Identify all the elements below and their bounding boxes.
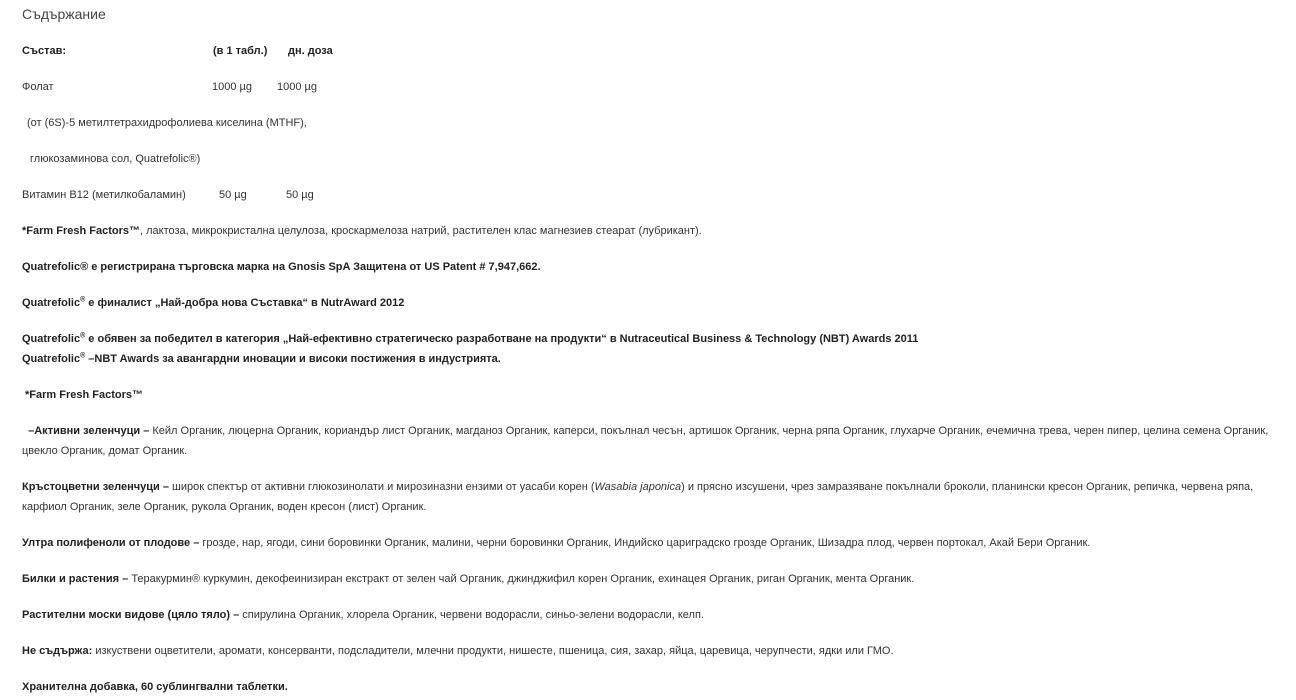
free-from-label: Не съдържа: (22, 645, 93, 657)
free-from-text: изкуствени оцветители, аромати, консерванти, подсладители, млечни продукти, нишесте, пшеница, сия, захар, яйца, царевица, черупчести, ядки или ГМО. (92, 645, 894, 657)
other-ingredients-text: , лактоза, микрокристална целулоза, кроскармелоза натрий, растителен клас магнезиев стеарат (лубрикант). (139, 225, 702, 237)
quatrefolic-trademark (22, 257, 541, 277)
innovation-text: –NBT Awards за авангардни иновации и високи постижения в индустрията. (85, 353, 501, 365)
quatrefolic-finalist (22, 293, 404, 313)
registered-mark: ® (80, 296, 86, 304)
b12-per-tablet: 50 µg (219, 189, 247, 201)
composition-header-row (22, 41, 422, 61)
folate-per-tablet: 1000 µg (212, 81, 252, 93)
folate-daily-dose: 1000 µg (277, 81, 317, 93)
registered-mark: ® (80, 352, 86, 360)
polyphenols-text: грозде, нар, ягоди, сини боровинки Органик, малини, черни боровинки Органик, Индийско цариградско грозде Органик, Шизадра плод, червен портокал, Акай Бери Органик. (199, 537, 1091, 549)
polyphenols-paragraph (22, 533, 1090, 553)
section-heading: Съдържание (22, 6, 106, 22)
folate-row (22, 77, 422, 97)
cruciferous-paragraph (22, 477, 1286, 517)
composition-label: Състав: (22, 45, 67, 57)
brand-name: Quatrefolic (22, 353, 81, 365)
folate-note-1: (от (6S)-5 метилтетрахидрофолиева киселина (MTHF), (27, 117, 307, 129)
brand-name: Quatrefolic (22, 333, 81, 345)
folate-note-2: глюкозаминова сол, Quatrefolic®) (30, 153, 201, 165)
herbs-label: Билки и растения – (22, 573, 129, 585)
algae-text: спирулина Органик, хлорела Органик, червени водорасли, синьо-зелени водорасли, келп. (239, 609, 704, 621)
daily-dose-header: дн. доза (288, 45, 333, 57)
product-footer-text: Хранителна добавка, 60 сублингвални таблетки. (22, 681, 288, 693)
active-greens-paragraph (22, 421, 1286, 461)
cruciferous-label: Кръстоцветни зеленчуци – (22, 481, 169, 493)
wasabi-latin-name: Wasabia japonica (594, 481, 682, 493)
finalist-text: е финалист „Най-добра нова Съставка“ в NutrAward 2012 (85, 297, 405, 309)
quatrefolic-innovation (22, 349, 501, 369)
free-from-paragraph (22, 641, 894, 661)
herbs-text: Теракурмин® куркумин, декофеинизиран екстракт от зелен чай Органик, джинджифил корен Органик, ехинацея Органик, риган Органик, мента Органик. (128, 573, 915, 585)
ffb-section-title (25, 385, 143, 405)
quatrefolic-trademark-text: Quatrefolic® е регистрирана търговска марка на Gnosis SpA Защитена от US Patent # 7,947,662. (22, 261, 541, 273)
algae-paragraph (22, 605, 704, 625)
polyphenols-label: Ултра полифеноли от плодове – (22, 537, 200, 549)
cruciferous-text: широк спектър от активни глюкозинолати и мирозиназни ензими от уасаби корен ( (168, 481, 595, 493)
ffb-title-text: *Farm Fresh Factors™ (25, 389, 143, 401)
product-footer (22, 677, 288, 697)
brand-name: Quatrefolic (22, 297, 81, 309)
b12-label: Витамин В12 (метилкобаламин) (22, 189, 186, 201)
algae-label: Растителни моски видове (цяло тяло) – (22, 609, 240, 621)
active-greens-text: Кейл Органик, люцерна Органик, кориандър лист Органик, магданоз Органик, каперси, покълнал чесън, артишок Органик, черна ряпа Органик, глухарче Органик, ечемична трева, черен пипер, целина семена Органик, цвекло Органик, домат Органик. (22, 425, 1269, 457)
b12-row (22, 185, 422, 205)
herbs-paragraph (22, 569, 914, 589)
per-tablet-header: (в 1 табл.) (213, 45, 268, 57)
quatrefolic-winner (22, 329, 918, 349)
ffb-name: *Farm Fresh Factors™ (22, 225, 140, 237)
active-greens-label: –Активни зеленчуци – (28, 425, 150, 437)
other-ingredients (22, 221, 702, 241)
registered-mark: ® (80, 332, 86, 340)
winner-text: е обявен за победител в категория „Най-ефективно стратегическо разработване на продукти“ в Nutraceutical Business & Technology (NBT) Awards 2011 (85, 333, 919, 345)
cruciferous-text-end: ) и прясно изсушени, чрез замразяване покълнали броколи, планински кресон Органик, репичка, червена ряпа, карфиол Органик, зеле Органик, рукола Органик, воден кресон (лист) Органик. (22, 481, 1254, 513)
b12-daily-dose: 50 µg (286, 189, 314, 201)
folate-label: Фолат (22, 81, 54, 93)
